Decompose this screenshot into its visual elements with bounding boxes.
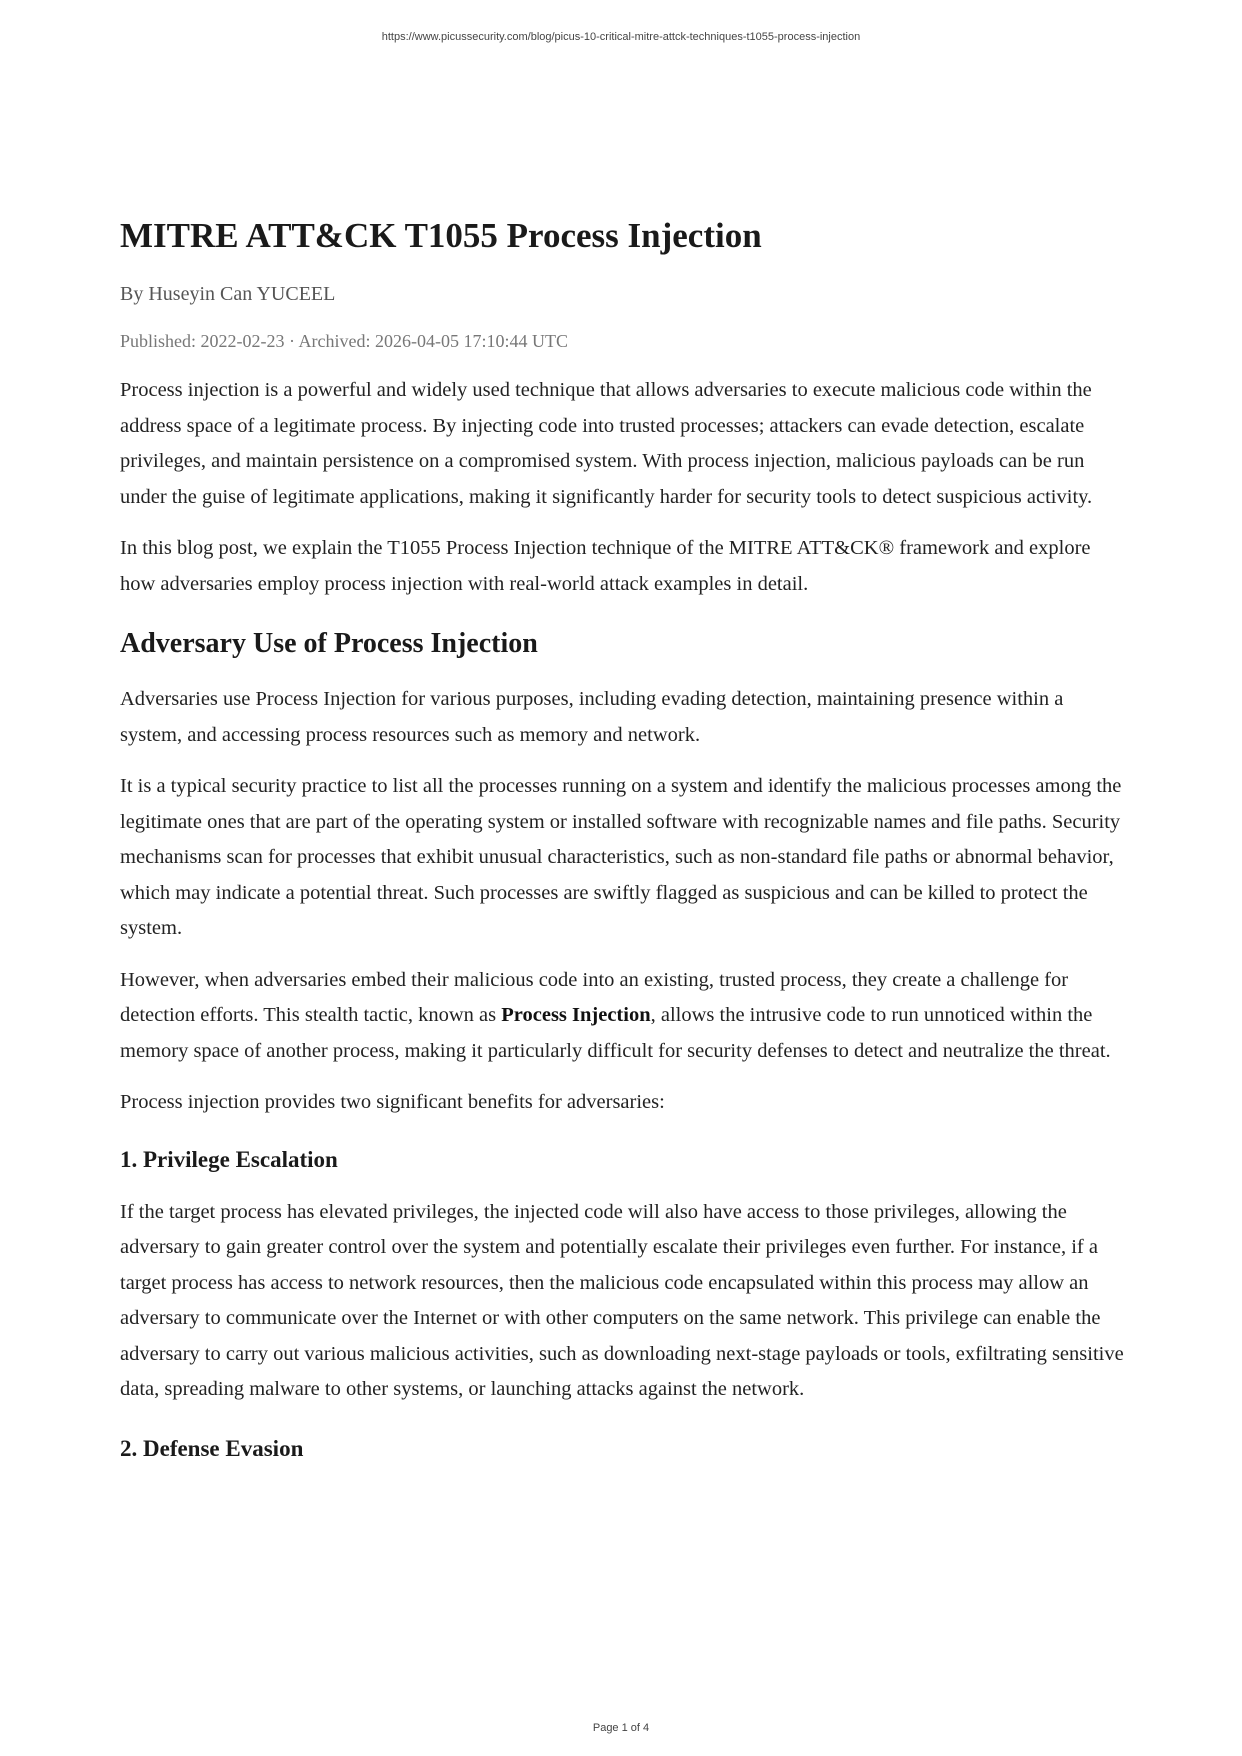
section-paragraph-3 (120, 963, 1125, 1070)
section-paragraph-2: It is a typical security practice to list all the processes running on a system and identify the malicious processes among the legitimate ones that are part of the operating system or installed software with recognizable names and file paths. Security mechanisms scan for processes that exhibit unusual characteristics, such as non-standard file paths or abnormal behavior, which may indicate a potential threat. Such processes are swiftly flagged as suspicious and can be killed to protect the system. (120, 775, 1122, 939)
article (120, 212, 1125, 1464)
section-heading-adversary-use: Adversary Use of Process Injection (120, 628, 538, 659)
paragraph-text: However, when adversaries embed their malicious code into an existing, trusted process, they create a challenge for detection efforts. This stealth tactic, known as (120, 968, 1069, 1026)
author-byline: By Huseyin Can YUCEEL (120, 283, 336, 305)
section-paragraph-1: Adversaries use Process Injection for various purposes, including evading detection, maintaining presence within a system, and accessing process resources such as memory and network. (120, 688, 1064, 746)
page-number: Page 1 of 4 (592, 1722, 650, 1734)
intro-paragraph-2: In this blog post, we explain the T1055 Process Injection technique of the MITRE ATT&CK® framework and explore how adversaries employ process injection with real-world attack examples in detail. (120, 537, 1091, 595)
privilege-escalation-paragraph: If the target process has elevated privileges, the injected code will also have access to those privileges, allowing the adversary to gain greater control over the system and potentially escalate their privileges even further. For instance, if a target process has access to network resources, then the malicious code encapsulated within this process may allow an adversary to communicate over the Internet or with other computers on the same network. This privilege can enable the adversary to carry out various malicious activities, such as downloading next-stage payloads or tools, exfiltrating sensitive data, spreading malware to other systems, or launching attacks against the network. (120, 1200, 1124, 1400)
article-title: MITRE ATT&CK T1055 Process Injection (120, 216, 762, 255)
section-paragraph-4: Process injection provides two significant benefits for adversaries: (120, 1091, 665, 1113)
publish-archive-meta: Published: 2022-02-23 · Archived: 2026-04-05 17:10:44 UTC (120, 331, 568, 351)
intro-paragraph-1: Process injection is a powerful and widely used technique that allows adversaries to execute malicious code within the address space of a legitimate process. By injecting code into trusted processes; attackers can evade detection, escalate privileges, and maintain persistence on a compromised system. With process injection, malicious payloads can be run under the guise of legitimate applications, making it significantly harder for security tools to detect suspicious activity. (120, 379, 1093, 508)
bold-term-process-injection: Process Injection (501, 1004, 651, 1026)
subheading-defense-evasion: 2. Defense Evasion (120, 1435, 304, 1461)
paragraph-text: , allows the intrusive code to run unnoticed within the memory space of another process, making it particularly difficult for security defenses to detect and neutralize the threat. (120, 1004, 1111, 1062)
page-url-header: https://www.picussecurity.com/blog/picus-10-critical-mitre-attck-techniques-t1055-process-injection (381, 31, 861, 43)
subheading-privilege-escalation: 1. Privilege Escalation (120, 1146, 338, 1172)
